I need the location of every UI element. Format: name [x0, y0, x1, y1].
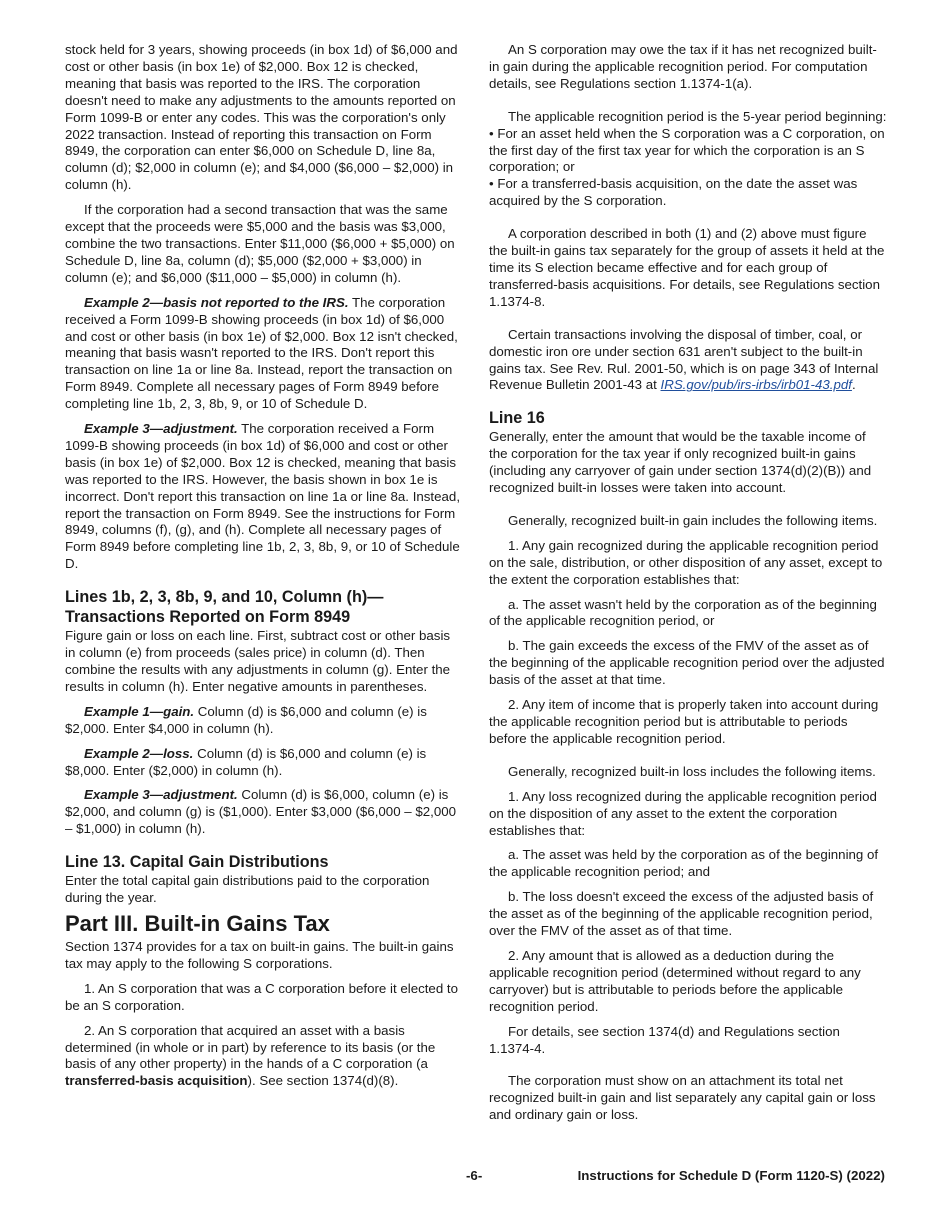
list-item: 1. An S corporation that was a C corporation before it elected to be an S corporation.	[65, 980, 459, 1013]
list-item-text: 2. An S corporation that acquired an asset with a basis determined (in whole or in part) by reference to its basis (or the basis of any other property) in the hands of a C corporation (a	[65, 1022, 436, 1072]
list-item: 2. Any amount that is allowed as a deduction during the applicable recognition period (determined without regard to any carryover) but is attributable to periods before the applicable recognition period.	[489, 947, 861, 1014]
bullet-item: • For a transferred-basis acquisition, on the date the asset was acquired by the S corporation.	[489, 176, 858, 209]
example-label: Example 2—loss.	[84, 745, 194, 761]
list-item: a. The asset was held by the corporation as of the beginning of the applicable recognition period; and	[489, 847, 879, 880]
paragraph: Figure gain or loss on each line. First, subtract cost or other basis in column (e) from proceeds (sales price) in column (d). Then combine the results with any adjustments in column (g). Enter the results in column (h). Enter negative amounts in parentheses.	[65, 628, 451, 694]
right-column	[489, 42, 887, 1124]
list-item: a. The asset wasn't held by the corporation as of the beginning of the applicable recognition period, or	[489, 596, 877, 629]
paragraph: The corporation must show on an attachment its total net recognized built-in gain and list separately any capital gain or loss and ordinary gain or loss.	[489, 1073, 876, 1123]
page-number: -6-	[466, 1168, 483, 1183]
list-item: 1. Any loss recognized during the applicable recognition period on the disposition of any asset to the extent the corporation establishes that:	[489, 788, 877, 838]
paragraph: Section 1374 provides for a tax on built-in gains. The built-in gains tax may apply to the following S corporations.	[65, 938, 454, 971]
paragraph: Generally, enter the amount that would be the taxable income of the corporation for the tax year if only recognized built-in gains (including any carryover of gain under section 1374(d)(2)(B)) and recognized built-in losses were taken into account.	[489, 429, 872, 496]
list-item: 2. Any item of income that is properly taken into account during the applicable recognition period but is attributable to periods before the applicable recognition period.	[489, 697, 879, 746]
example-text: The corporation received a Form 1099-B showing proceeds (in box 1d) of $6,000 and cost or other basis (in box 1e) of $2,000. Box 12 is checked, meaning that basis was reported to the IRS. However, the basis shown in box 1e is incorrect. Don't report this transaction on line 1a or line 8a. Instead, report the transaction on Form 8949. See the instructions for Form 8949, columns (f), (g), and (h). Complete all necessary pages of Form 8949 before completing line 1b, 2, 3, 8b, 9, or 10 of Schedule D.	[65, 421, 461, 572]
example-label: Example 1—gain.	[84, 703, 195, 719]
list-item: 1. Any gain recognized during the applicable recognition period on the sale, distribution, or other disposition of any asset, except to the extent the corporation establishes that:	[489, 537, 883, 587]
example-paragraph	[65, 787, 462, 838]
paragraph: A corporation described in both (1) and (2) above must figure the built-in gains tax separately for the group of assets it held at the time its S election became effective and for each group of transferred-basis acquisitions. For details, see Regulations section 1.1374-8.	[489, 226, 885, 309]
paragraph: stock held for 3 years, showing proceeds (in box 1d) of $6,000 and cost or other basis (in box 1e) of $2,000. Box 12 is checked, meaning that basis was reported to the IRS. The corporation doesn't need to make any adjustments to the amounts reported on Form 1099-B or enter any codes. This was the corporation's only 2022 transaction. Instead of reporting this transaction on Form 8949, the corporation can enter $6,000 on Schedule D, line 8a, column (d); $2,000 in column (e); and $4,000 ($6,000 – $2,000) in column (h).	[65, 42, 458, 193]
paragraph: Generally, recognized built-in loss includes the following items.	[508, 763, 876, 779]
bullet-item: • For an asset held when the S corporation was a C corporation, on the first day of the first tax year for which the corporation is an S corporation; or	[489, 125, 885, 175]
section-heading: Line 16	[489, 409, 545, 428]
paragraph: The applicable recognition period is the 5-year period beginning:	[508, 108, 887, 124]
example-paragraph	[65, 295, 462, 413]
list-item: b. The gain exceeds the excess of the FMV of the asset as of the beginning of the applicable recognition period over the adjusted basis of the asset at that time.	[489, 638, 885, 688]
list-item: b. The loss doesn't exceed the excess of the adjusted basis of the asset as of the beginning of the applicable recognition period, over the FMV of the asset as of that time.	[489, 889, 874, 939]
paragraph-text: Certain transactions involving the disposal of timber, coal, or domestic iron ore under section 631 aren't subject to the built-in gains tax. See Rev. Rul. 2001-50, which is on page 343 of Internal Revenue Bulletin 2001-43 at	[489, 326, 879, 393]
example-paragraph	[65, 421, 462, 573]
page-footer	[0, 1168, 950, 1188]
example-paragraph	[65, 704, 462, 738]
part-heading: Part III. Built-in Gains Tax	[65, 910, 330, 936]
irs-bulletin-link[interactable]: IRS.gov/pub/irs-irbs/irb01-43.pdf	[660, 377, 852, 393]
left-column	[65, 42, 462, 1090]
paragraph	[489, 327, 887, 395]
list-item-text: ). See section 1374(d)(8).	[247, 1073, 399, 1089]
paragraph: If the corporation had a second transaction that was the same except that the proceeds were $5,000 and the basis was $3,000, combine the two transactions. Enter $11,000 ($6,000 + $5,000) on Schedule D, line 8a, column (d); $5,000 ($2,000 + $3,000) in column (e); and $6,000 ($11,000 – $5,000) in column (h).	[65, 202, 455, 285]
list-item	[65, 1023, 462, 1091]
example-text: Column (d) is $6,000 and column (e) is $8,000. Enter ($2,000) in column (h).	[65, 745, 427, 778]
paragraph: Generally, recognized built-in gain includes the following items.	[508, 512, 878, 528]
section-heading: Line 13. Capital Gain Distributions	[65, 853, 329, 872]
example-paragraph	[65, 746, 462, 780]
example-label: Example 2—basis not reported to the IRS.	[84, 294, 349, 310]
paragraph: For details, see section 1374(d) and Regulations section 1.1374-4.	[489, 1023, 840, 1056]
example-text: Column (d) is $6,000, column (e) is $2,000, and column (g) is ($1,000). Enter $3,000 ($6,000 – $2,000 – $1,000) in column (h).	[65, 787, 457, 837]
document-title: Instructions for Schedule D (Form 1120-S) (2022)	[577, 1168, 885, 1183]
paragraph: An S corporation may owe the tax if it has net recognized built-in gain during the applicable recognition period. For computation details, see Regulations section 1.1374-1(a).	[489, 42, 877, 91]
paragraph-text: .	[851, 377, 856, 393]
defined-term: transferred-basis acquisition	[65, 1073, 248, 1089]
paragraph: Enter the total capital gain distributions paid to the corporation during the year.	[65, 873, 430, 906]
example-label: Example 3—adjustment.	[84, 421, 238, 437]
section-heading: Lines 1b, 2, 3, 8b, 9, and 10, Column (h)—Transactions Reported on Form 8949	[65, 588, 384, 627]
example-text: The corporation received a Form 1099-B showing proceeds (in box 1d) of $6,000 and cost or other basis (in box 1e) of $2,000. Box 12 isn't checked, meaning that basis wasn't reported to the IRS. Don't report this transaction on line 1a or line 8a. Instead, report the transaction on Form 8949. Complete all necessary pages of Form 8949 before completing line 1b, 2, 3, 8b, 9, or 10 of Schedule D.	[65, 294, 458, 412]
example-text: Column (d) is $6,000 and column (e) is $2,000. Enter $4,000 in column (h).	[65, 703, 427, 736]
example-label: Example 3—adjustment.	[84, 787, 238, 803]
